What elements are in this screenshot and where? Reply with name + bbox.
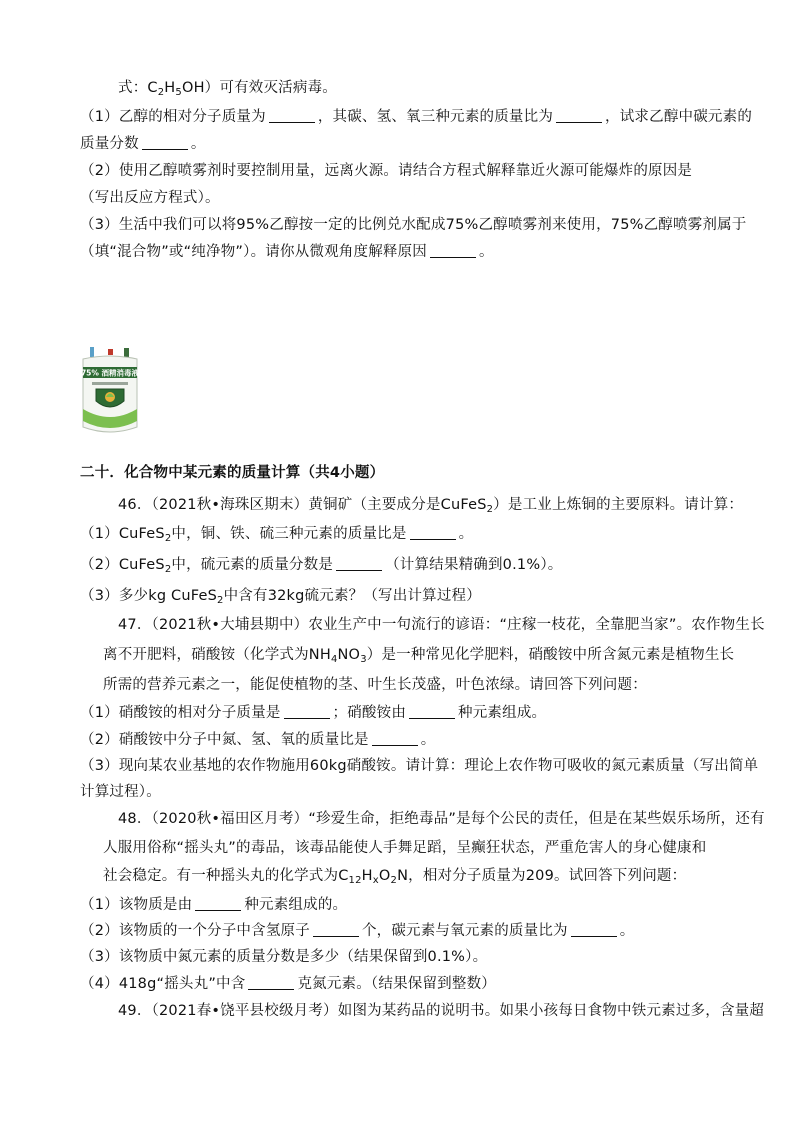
problem-46-part-1: （1）CuFeS$_2$中，铜、铁、硫三种元素的质量比是 。: [80, 526, 474, 544]
problem-47: 47．（2021秋•大埔县期中）农业生产中一句流行的谚语：“庄稼一枝花，全靠肥当家”。农作物生长: [118, 617, 765, 633]
problem-48-cont-2: 社会稳定。有一种摇头丸的化学式为$C_{12}H_xO_2N$，相对分子质量为209。试回答下列问题：: [103, 868, 687, 886]
problem-47-part-1: （1）硝酸铵的相对分子质量是 ；硝酸铵由 种元素组成。: [80, 705, 547, 721]
answer-blank: [409, 704, 455, 719]
question-3-cont: （填“混合物”或“纯净物”）。请你从微观角度解释原因 。: [80, 244, 494, 260]
problem-48: 48．（2020秋•福田区月考）“珍爱生命，拒绝毒品”是每个公民的责任，但是在某些娱乐场所，还有: [118, 811, 765, 827]
answer-blank: [556, 108, 602, 123]
problem-48-cont: 人服用俗称“摇头丸”的毒品，该毒品能使人手舞足蹈，呈癫狂状态，严重危害人的身心健康和: [103, 840, 707, 856]
answer-blank: [410, 525, 456, 540]
disinfectant-bottle-image: [80, 345, 140, 437]
answer-blank: [195, 896, 241, 911]
answer-blank: [571, 922, 617, 937]
answer-blank: [284, 704, 330, 719]
svg-text:75% 酒精消毒液: 75% 酒精消毒液: [80, 368, 140, 378]
answer-blank: [372, 731, 418, 746]
problem-47-part-3: （3）现向某农业基地的农作物施用60kg硝酸铵。请计算：理论上农作物可吸收的氮元素质量（写出简单: [80, 758, 759, 774]
question-1: （1）乙醇的相对分子质量为 ，其碳、氢、氧三种元素的质量比为 ，试求乙醇中碳元素的: [80, 109, 753, 125]
problem-48-part-4: （4）418g“摇头丸”中含 克氮元素。（结果保留到整数）: [80, 976, 496, 992]
problem-48-part-2: （2）该物质的一个分子中含氢原子 个，碳元素与氧元素的质量比为 。: [80, 923, 635, 939]
answer-blank: [248, 975, 294, 990]
problem-48-part-1: （1）该物质是由 种元素组成的。: [80, 897, 348, 913]
question-2: （2）使用乙醇喷雾剂时要控制用量，远离火源。请结合方程式解释靠近火源可能爆炸的原因是: [80, 163, 693, 179]
question-1-cont: 质量分数 。: [80, 136, 206, 152]
problem-47-cont-2: 所需的营养元素之一，能促使植物的茎、叶生长茂盛，叶色浓绿。请回答下列问题：: [103, 677, 647, 693]
answer-blank: [313, 922, 359, 937]
answer-blank: [336, 556, 382, 571]
answer-blank: [142, 135, 188, 150]
answer-blank: [430, 243, 476, 258]
problem-46-part-3: （3）多少kg CuFeS$_2$中含有32kg硫元素？（写出计算过程）: [80, 588, 481, 606]
problem-47-part-3-cont: 计算过程）。: [80, 784, 161, 800]
question-3: （3）生活中我们可以将95%乙醇按一定的比例兑水配成75%乙醇喷雾剂来使用，75%乙醇喷雾剂属于: [80, 217, 747, 233]
section-title: 二十．化合物中某元素的质量计算（共4小题）: [80, 465, 385, 481]
problem-46-part-2: （2）CuFeS$_2$中，硫元素的质量分数是 （计算结果精确到0.1%）。: [80, 557, 563, 575]
problem-49: 49．（2021春•饶平县校级月考）如图为某药品的说明书。如果小孩每日食物中铁元素过多，含量超: [118, 1003, 765, 1019]
problem-48-part-3: （3）该物质中氮元素的质量分数是多少（结果保留到0.1%）。: [80, 949, 488, 965]
answer-blank: [269, 108, 315, 123]
question-2-cont: （写出反应方程式）。: [80, 190, 220, 206]
problem-47-part-2: （2）硝酸铵中分子中氮、氢、氧的质量比是 。: [80, 732, 436, 748]
intro-line: 式：$C_2H_5OH$）可有效灭活病毒。: [118, 80, 337, 98]
problem-47-cont: 离不开肥料，硝酸铵（化学式为$NH_4NO_3$）是一种常见化学肥料，硝酸铵中所含氮元素是植物生长: [103, 647, 735, 665]
problem-46: 46．（2021秋•海珠区期末）黄铜矿（主要成分是CuFeS$_2$）是工业上炼铜的主要原料。请计算：: [118, 497, 744, 515]
